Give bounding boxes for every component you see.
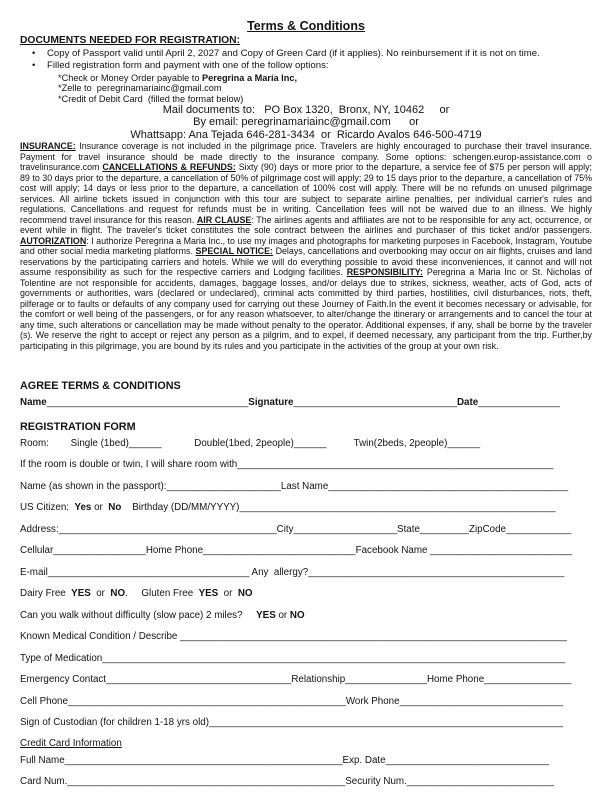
option-card bbox=[58, 94, 592, 104]
email-allergy-line bbox=[20, 562, 592, 584]
option-check bbox=[58, 73, 592, 83]
text-run: Home Phone bbox=[426, 674, 485, 686]
bullet-icon: • bbox=[32, 48, 36, 59]
name-passport-line bbox=[20, 476, 592, 498]
text-run: Last Name bbox=[280, 480, 329, 492]
text-run: NO bbox=[289, 609, 305, 621]
text-run: YES bbox=[198, 588, 219, 600]
text-run: : I authorize Peregrina a Maria Inc., to use my images and photographs for marketing purposes in Facebook, Instagram, Youtube and other social media marketing platforms. bbox=[20, 235, 592, 257]
bullet-passport bbox=[20, 48, 592, 60]
text-run: _______________ bbox=[478, 397, 560, 409]
text-run: _____________________________________________________________________________________ bbox=[102, 652, 566, 664]
text-run: __________________________________________________________ bbox=[239, 502, 556, 514]
option-zelle bbox=[58, 83, 592, 93]
text-run: ________________ bbox=[484, 674, 572, 686]
text-run: *Credit of Debit Card (filled the format below) bbox=[58, 93, 244, 104]
text-run: ___________________________________________________ bbox=[64, 754, 343, 766]
mail-whatsapp-line: Whattsapp: Ana Tejada 646-281-3434 or Ricardo Avalos 646-500-4719 bbox=[130, 128, 482, 141]
text-run: _______________________________________________________________________ bbox=[180, 631, 567, 643]
text-run: INSURANCE: bbox=[20, 141, 76, 152]
share-room-line bbox=[20, 454, 592, 476]
documents-needed-heading: DOCUMENTS NEEDED FOR REGISTRATION: bbox=[20, 35, 241, 46]
text-run: Signature bbox=[248, 397, 294, 409]
payment-options-list bbox=[20, 73, 592, 104]
text-run: Sixty (90) days or more prior to the departure, a service fee of $75 per person will apply; 89 to 30 days prior to the departure, a cancellation of 50% of pilgrimage cost will apply; 29 to 15 days prior to the departure, a cancellation of 75% cost will apply; 14 days or less prior to the departure, a cancellation of 100% cost will apply. There will be no refunds on unused pilgrimage services. All airline tickets issued in conjunction with this tour are subject to separate airline penalties, per individual carrier's rules and regulations. Cancellations and request for refunds must be in writing. Cancellation fees will not be waived due to an illness. We highly recommend travel insurance for this reason. bbox=[20, 162, 592, 225]
text-run: ________________________________________ bbox=[58, 523, 277, 535]
text-run: ______________________________ bbox=[293, 397, 457, 409]
text-run: _________________________________________________________________ bbox=[208, 717, 564, 729]
text-run: _________________ bbox=[53, 545, 146, 557]
bullet-icon: • bbox=[32, 60, 36, 72]
card-security-line bbox=[20, 771, 592, 792]
text-run: _____________________________________ bbox=[46, 397, 249, 409]
text-run: Card Num. bbox=[20, 776, 68, 788]
address-line bbox=[20, 519, 592, 541]
text-run: ___________________________________________________ bbox=[67, 695, 346, 707]
text-run: or bbox=[218, 588, 238, 600]
registration-form-heading: REGISTRATION FORM bbox=[20, 420, 136, 433]
text-run: *Check or Money Order payable to bbox=[58, 72, 203, 83]
text-run: Facebook Name bbox=[355, 545, 431, 557]
text-run: Name (as shown in the passport): bbox=[20, 480, 167, 492]
registration-form-lines bbox=[20, 433, 592, 792]
text-run: Name bbox=[20, 397, 47, 409]
text-run: CANCELLATIONS & REFUNDS: bbox=[102, 162, 236, 173]
page-title: Terms & Conditions bbox=[247, 19, 365, 33]
bullet-registration-form bbox=[20, 60, 592, 72]
text-run: __________________________ bbox=[430, 545, 572, 557]
text-run: Address: bbox=[20, 523, 59, 535]
text-run: Can you walk without difficulty (slow pace) 2 miles? bbox=[20, 609, 257, 621]
bullet-text: Filled registration form and payment with one of the follow options: bbox=[47, 60, 329, 72]
text-run: State bbox=[397, 523, 420, 535]
text-run: RESPONSIBILITY: bbox=[346, 267, 424, 278]
terms-paragraph bbox=[20, 141, 592, 373]
text-run: Date bbox=[456, 397, 479, 409]
text-run: _____________________________________ bbox=[47, 566, 250, 578]
mail-email-line: By email: peregrinamariainc@gmail.com or bbox=[193, 116, 419, 129]
text-run: SPECIAL NOTICE: bbox=[195, 246, 273, 257]
text-run: Any allergy? bbox=[249, 566, 309, 578]
text-run: or bbox=[91, 502, 109, 514]
us-citizen-birthday-line bbox=[20, 497, 592, 519]
text-run: Exp. Date bbox=[342, 754, 386, 766]
text-run: Known Medical Condition / Describe bbox=[20, 631, 181, 643]
text-run: E-mail bbox=[20, 566, 48, 578]
text-run: or bbox=[275, 609, 290, 621]
text-run: US Citizen: bbox=[20, 502, 75, 514]
text-run: Credit Card Information bbox=[20, 737, 122, 749]
text-run: ____________ bbox=[506, 523, 572, 535]
text-run: Cell Phone bbox=[20, 695, 68, 707]
text-run: City bbox=[276, 523, 294, 535]
contact-lines bbox=[20, 104, 592, 141]
text-run: ___________________ bbox=[293, 523, 398, 535]
text-run: AUTORIZATION bbox=[20, 235, 87, 246]
medication-line bbox=[20, 648, 592, 670]
text-run: _______________ bbox=[345, 674, 427, 686]
text-run: . Gluten Free bbox=[125, 588, 199, 600]
text-run: NO bbox=[237, 588, 253, 600]
text-run: YES bbox=[256, 609, 276, 621]
text-run: __________________________________________________________ bbox=[237, 459, 554, 471]
text-run: __________________________________ bbox=[106, 674, 292, 686]
credit-card-heading bbox=[20, 734, 592, 750]
mail-address-line: Mail documents to: PO Box 1320, Bronx, NY, 10462 or bbox=[162, 104, 450, 117]
text-run: ______________________________ bbox=[399, 695, 564, 707]
text-run: Security Num. bbox=[345, 776, 407, 788]
walk-line bbox=[20, 605, 592, 627]
text-run: Home Phone bbox=[145, 545, 204, 557]
text-run: NO bbox=[110, 588, 126, 600]
text-run: _____________________ bbox=[166, 480, 281, 492]
text-run: Cellular bbox=[20, 545, 54, 557]
text-run: Peregrina a María Inc, bbox=[202, 72, 297, 83]
medical-condition-line bbox=[20, 626, 592, 648]
text-run: Yes bbox=[74, 502, 92, 514]
text-run: or bbox=[90, 588, 111, 600]
emergency-contact-line bbox=[20, 669, 592, 691]
text-run: Room: Single (1bed)______ Double(1bed, 2people)______ Twin(2beds, 2people)______ bbox=[20, 437, 481, 449]
text-run: YES bbox=[71, 588, 91, 600]
text-run: ___________________________________________________ bbox=[67, 776, 346, 788]
text-run: ______________________________ bbox=[385, 754, 550, 766]
text-run: Peregrina a Maria Inc or St. Nicholas of Tolentine are not responsible for accidents, damages, baggage losses, and/or delays due to strikes, sickness, weather, acts of God, acts of governments or authorities, wars (declared or undeclared), criminal acts committed by third parties, hostilities, civil disturbances, riots, theft, pilferage or to faults or defaults of any company used for carrying out these Journey of Faith.In the event it becomes necessary or advisable, for the comfort or well being of the passengers, or for any reason whatsoever, to alter/change the itinerary or arrangements and to cancel the tour at any time, such alterations or cancellation may be made without penalty to the operator. Additional expenses, if any, shall be borne by the traveler (s). We reserve the right to accept or reject any person as a pilgrim, and to expel, if deemed necessary, any participant from the trip. Further,by participating in this pilgrimage, you are bound by its rules and you participate in the activities of the group at your own risk. bbox=[20, 267, 592, 351]
text-run: If the room is double or twin, I will share room with bbox=[20, 459, 238, 471]
documents-bullet-list bbox=[20, 48, 592, 73]
text-run: Relationship bbox=[291, 674, 346, 686]
signature-line bbox=[20, 392, 592, 414]
text-run: Full Name bbox=[20, 754, 65, 766]
text-run: Emergency Contact bbox=[20, 674, 107, 686]
text-run: Work Phone bbox=[345, 695, 400, 707]
text-run: Insurance coverage is not included in the pilgrimage price. Travelers are highly encouraged to purchase their travel insurance. Payment for travel insurance should be made directly to the insurance company. Some options: schengen.europ-assistance.com o travelinsurance.com bbox=[20, 141, 592, 173]
custodian-line bbox=[20, 712, 592, 734]
text-run: : The airlines agents and affiliates are not to be responsible for any act, occurrence, or event while in flight. The traveler's ticket constitutes the sole contract between the airlines and purchaser of this ticket and/or passengers. bbox=[20, 214, 592, 236]
text-run: *Zelle to peregrinamariainc@gmail.com bbox=[58, 83, 222, 94]
text-run: ___________________________ bbox=[406, 776, 554, 788]
text-run: Delays, cancellations and overbooking may occur on air flights, cruises and land reservations by the participating carriers and hotels. While we will do everything possible to avoid these inconveniences, it cannot and will not assume responsibility as such for the respective carriers and Lodging facilities. bbox=[20, 246, 592, 278]
agree-terms-heading: AGREE TERMS & CONDITIONS bbox=[20, 380, 181, 393]
text-run: ZipCode bbox=[468, 523, 506, 535]
text-run: _______________________________________________ bbox=[308, 566, 565, 578]
text-run: ____________________________________________ bbox=[328, 480, 569, 492]
text-run: ____________________________ bbox=[203, 545, 356, 557]
dairy-gluten-line bbox=[20, 583, 592, 605]
bullet-text: Copy of Passport valid until April 2, 2027 and Copy of Green Card (if it applies). No reinbursement if it is not on time. bbox=[47, 48, 540, 59]
cellular-line bbox=[20, 540, 592, 562]
room-line bbox=[20, 433, 592, 455]
text-run: _________ bbox=[419, 523, 469, 535]
text-run: AIR CLAUSE bbox=[196, 214, 252, 225]
text-run: Dairy Free bbox=[20, 588, 72, 600]
text-run: Birthday (DD/MM/YYYY) bbox=[121, 502, 240, 514]
text-run: Sign of Custodian (for children 1-18 yrs old) bbox=[20, 717, 209, 729]
text-run: Type of Medication bbox=[20, 652, 103, 664]
text-run: No bbox=[108, 502, 122, 514]
full-name-exp-line bbox=[20, 750, 592, 772]
cell-work-phone-line bbox=[20, 691, 592, 713]
